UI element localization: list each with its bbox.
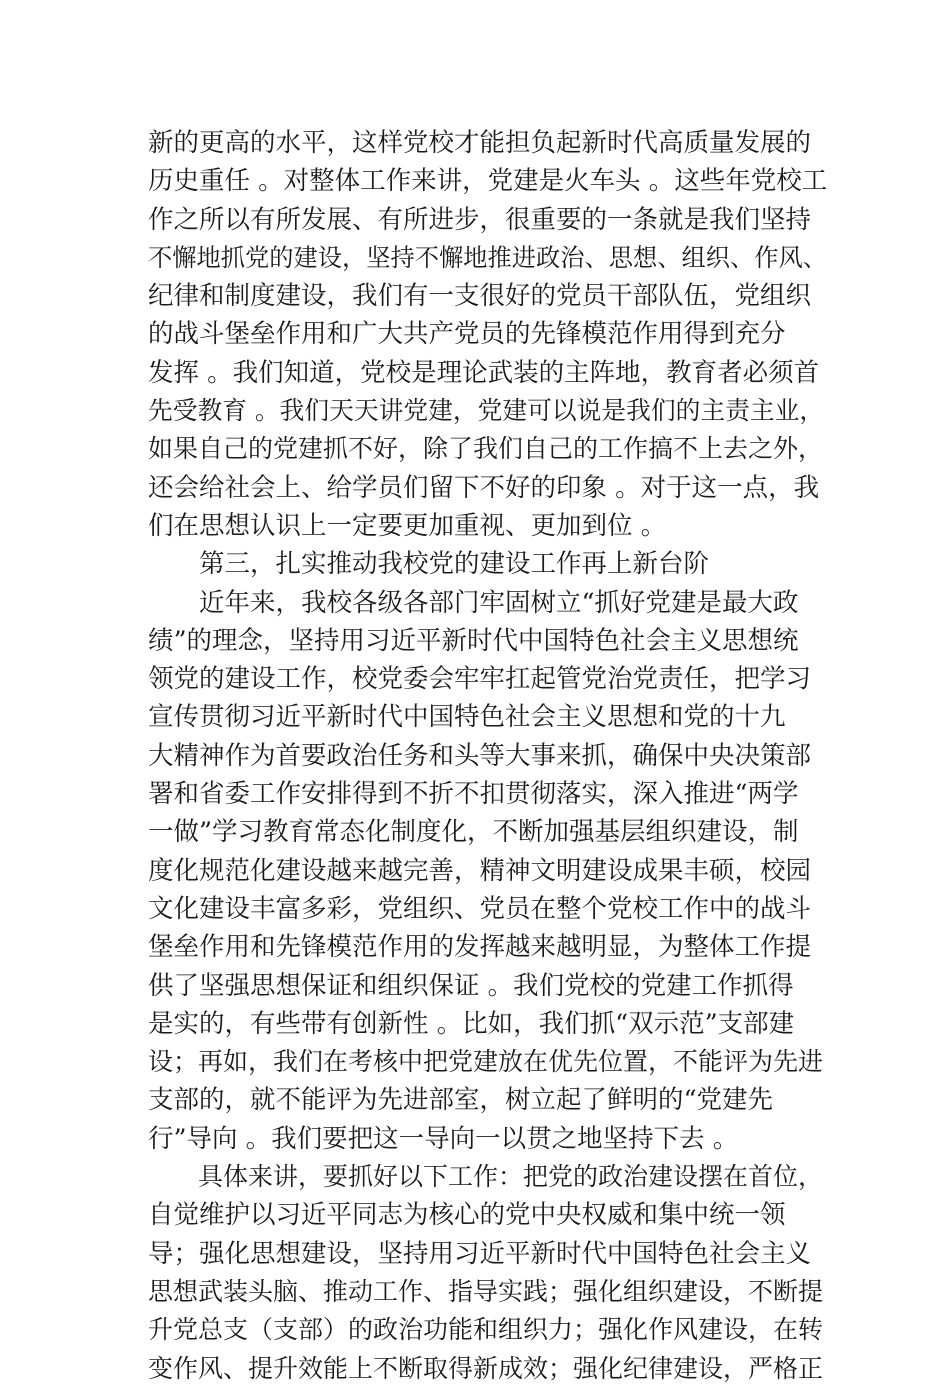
text-line: 领党的建设工作，校党委会牢牢扛起管党治党责任，把学习 [148,664,812,695]
text-line: 近年来，我校各级各部门牢固树立“抓好党建是最大政 [148,587,799,618]
text-line: 还会给社会上、给学员们留下不好的印象 。对于这一点，我 [148,472,820,503]
text-line: 们在思想认识上一定要更加重视、更加到位 。 [148,510,667,541]
text-line: 新的更高的水平，这样党校才能担负起新时代高质量发展的 [148,128,812,158]
text-line: 先受教育 。我们天天讲党建，党建可以说是我们的主责主业， [148,396,825,426]
text-line: 供了坚强思想保证和组织保证 。我们党校的党建工作抓得 [148,970,794,1001]
text-line: 历史重任 。对整体工作来讲，党建是火车头 。这些年党校工 [148,166,828,197]
text-line: 文化建设丰富多彩，党组织、党员在整个党校工作中的战斗 [148,893,812,924]
text-line: 自觉维护以习近平同志为核心的党中央权威和集中统一领 [148,1200,786,1231]
text-line: 堡垒作用和先锋模范作用的发挥越来越明显，为整体工作提 [148,932,812,963]
text-line: 导；强化思想建设，坚持用习近平新时代中国特色社会主义 [148,1238,812,1269]
section-heading: 第三，扎实推动我校党的建设工作再上新台阶 [148,549,710,580]
text-line: 的战斗堡垒作用和广大共产党员的先锋模范作用得到充分 [148,319,786,350]
text-line: 一做”学习教育常态化制度化，不断加强基层组织建设，制 [148,817,799,848]
text-line: 升党总支（支部）的政治功能和组织力；强化作风建设，在转 [148,1315,824,1345]
text-line: 具体来讲，要抓好以下工作：把党的政治建设摆在首位， [148,1162,824,1192]
text-line: 大精神作为首要政治任务和头等大事来抓，确保中央决策部 [148,740,812,771]
text-line: 作之所以有所发展、有所进步，很重要的一条就是我们坚持 [148,204,812,235]
body-text [148,124,828,1388]
text-line: 度化规范化建设越来越完善，精神文明建设成果丰硕，校园 [148,855,812,886]
text-line: 如果自己的党建抓不好，除了我们自己的工作搞不上去之外， [148,434,824,464]
text-line: 发挥 。我们知道，党校是理论武装的主阵地，教育者必须首 [148,357,820,388]
text-line: 署和省委工作安排得到不折不扣贯彻落实，深入推进“两学 [148,779,799,810]
text-line: 支部的，就不能评为先进部室，树立起了鲜明的“党建先 [148,1085,774,1116]
text-line: 不懈地抓党的建设，坚持不懈地推进政治、思想、组织、作风、 [148,242,828,272]
text-line: 变作风、提升效能上不断取得新成效；强化纪律建设，严格正 [148,1353,824,1383]
text-line: 纪律和制度建设，我们有一支很好的党员干部队伍，党组织 [148,281,812,312]
text-line: 行”导向 。我们要把这一导向一以贯之地坚持下去 。 [148,1123,739,1154]
text-line: 宣传贯彻习近平新时代中国特色社会主义思想和党的十九 [148,702,786,733]
text-line: 是实的，有些带有创新性 。比如，我们抓“双示范”支部建 [148,1008,795,1039]
text-line: 设；再如，我们在考核中把党建放在优先位置，不能评为先进 [148,1047,824,1077]
text-line: 思想武装头脑、推动工作、指导实践；强化组织建设，不断提 [148,1276,824,1306]
text-line: 绩”的理念，坚持用习近平新时代中国特色社会主义思想统 [148,625,799,656]
